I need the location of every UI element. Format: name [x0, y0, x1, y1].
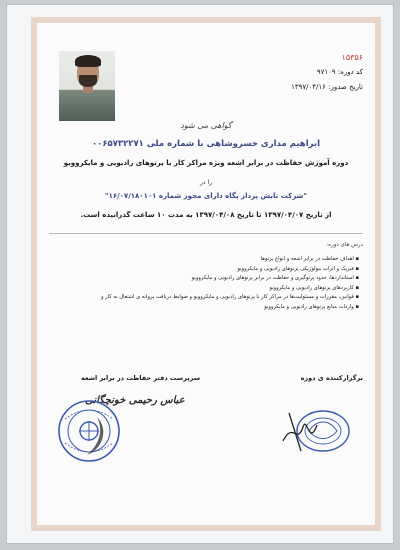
course-code-value: ۹۷۱۰۹ — [316, 68, 336, 76]
course-code-label: کد دوره: — [337, 68, 363, 76]
holder-photo — [59, 51, 115, 121]
course-code — [317, 68, 363, 76]
issue-date-value: ۱۳۹۷/۰۴/۱۶ — [291, 83, 326, 91]
organizer-seal-stamp — [279, 401, 355, 457]
subject-item: ▪ قوانین، مقررات و مسئولیت‌ها در مراکز کار با پرتوهای رادیویی و مایکروویو و ضوابط دریافت پروانه ی اشتغال به کار و — [53, 293, 359, 303]
course-title-line: دوره آموزش حفاظت در برابر اشعه ویژه مراکز کار با پرتوهای رادیویی و مایکروویو — [63, 159, 349, 167]
certificate-number: ۱۵۳۵۶ — [341, 53, 363, 62]
subject-item: ▪ فیزیک و اثرات بیولوژیکی پرتوهای رادیویی و مایکروویو — [53, 265, 359, 275]
document-frame — [6, 4, 394, 544]
certificate-paper — [31, 17, 381, 531]
certificate-heading: گواهی می شود — [180, 121, 232, 130]
dates-line: از تاریخ ۱۳۹۷/۰۴/۰۷ تا تاریخ ۱۳۹۷/۰۴/۰۸ به مدت ۱۰ ساعت گذرانیده است. — [80, 211, 332, 219]
official-seal-stamp — [57, 399, 121, 463]
subject-item: ▪ اهداف حفاظت در برابر اشعه و انواع پرتوها — [53, 255, 359, 265]
divider — [49, 233, 363, 234]
issue-date — [291, 83, 363, 91]
subjects-list — [53, 255, 359, 313]
organizer-title: برگزارکننده ی دوره — [300, 374, 363, 382]
subjects-title: درس های دوره: — [326, 242, 363, 248]
subject-item-continuation: ▪ واردات منابع پرتوهای رادیویی و مایکروویو — [53, 303, 359, 313]
supervisor-signature: عباس رحیمی خونچگانی — [85, 395, 185, 406]
issue-date-label: تاریخ صدور: — [328, 83, 363, 91]
subject-item: ▪ کاربردهای پرتوهای رادیویی و مایکروویو — [53, 284, 359, 294]
supervisor-title: سرپرست دفتر حفاظت در برابر اشعه — [81, 374, 201, 382]
holder-name-line: ابراهیم مداری خسروشاهی با شماره ملی ۰۰۶۵۷۳۲۲۷۱ — [91, 139, 321, 149]
connector-line: را در — [199, 179, 213, 186]
subject-item: ▪ استانداردها، حدود پرتوگیری و حفاظت در برابر پرتوهای رادیویی و مایکروویو — [53, 274, 359, 284]
company-line: "شرکت تابش پرداز پگاه دارای مجوز شماره ۱۶/۰۷/۱۸۰۱۰۱" — [104, 192, 308, 200]
